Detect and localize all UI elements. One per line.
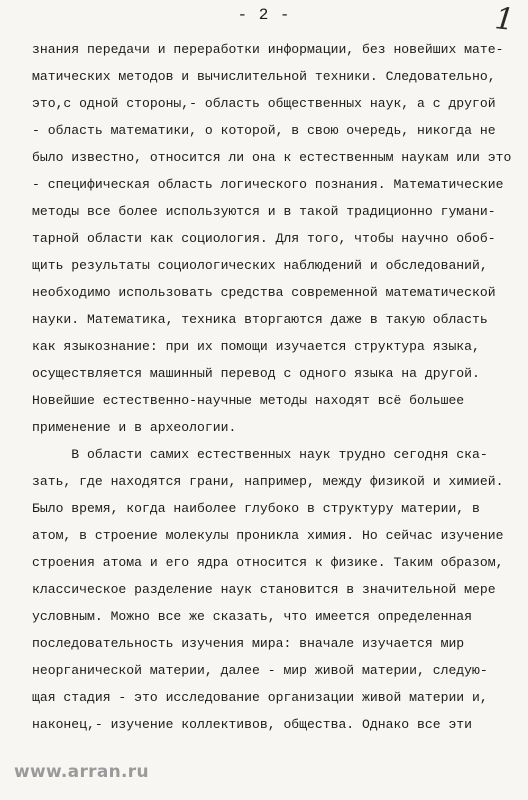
watermark: www.arran.ru	[14, 762, 149, 782]
body-text	[32, 36, 520, 738]
text-line: строения атома и его ядра относится к физике. Таким образом,	[32, 555, 504, 570]
text-line: Было время, когда наиболее глубоко в структуру материи, в	[32, 501, 480, 516]
text-line: как языкознание: при их помощи изучается структура языка,	[32, 339, 480, 354]
text-line: применение и в археологии.	[32, 420, 237, 435]
text-line: щить результаты социологических наблюдений и обследований,	[32, 258, 488, 273]
text-line: наконец,- изучение коллективов, общества. Однако все эти	[32, 717, 473, 732]
page-number: - 2 -	[237, 6, 291, 24]
text-line: условным. Можно все же сказать, что имеется определенная	[32, 609, 473, 624]
text-line: классическое разделение наук становится в значительной мере	[32, 582, 496, 597]
text-line: последовательность изучения мира: вначале изучается мир	[32, 636, 465, 651]
handwritten-folio-mark: 1	[493, 1, 516, 38]
text-line: методы все более используются и в такой традиционно гумани-	[32, 204, 496, 219]
text-line: В области самих естественных наук трудно сегодня ска-	[32, 447, 488, 462]
text-line: зать, где находятся грани, например, между физикой и химией.	[32, 474, 504, 489]
text-line: необходимо использовать средства современной математической	[32, 285, 496, 300]
text-line: тарной области как социология. Для того, чтобы научно обоб-	[32, 231, 496, 246]
text-line: знания передачи и переработки информации, без новейших мате-	[32, 42, 504, 57]
text-line: - специфическая область логического познания. Математические	[32, 177, 504, 192]
text-line: щая стадия - это исследование организации живой материи и,	[32, 690, 488, 705]
text-line: осуществляется машинный перевод с одного языка на другой.	[32, 366, 480, 381]
text-line: было известно, относится ли она к естественным наукам или это	[32, 150, 512, 165]
text-line: неорганической материи, далее - мир живой материи, следую-	[32, 663, 488, 678]
text-line: атом, в строение молекулы проникла химия. Но сейчас изучение	[32, 528, 504, 543]
text-line: Новейшие естественно-научные методы находят всё большее	[32, 393, 465, 408]
text-line: это,с одной стороны,- область общественных наук, а с другой	[32, 96, 496, 111]
text-line: - область математики, о которой, в свою очередь, никогда не	[32, 123, 496, 138]
text-line: матических методов и вычислительной техники. Следовательно,	[32, 69, 496, 84]
text-line: науки. Математика, техника вторгаются даже в такую область	[32, 312, 488, 327]
